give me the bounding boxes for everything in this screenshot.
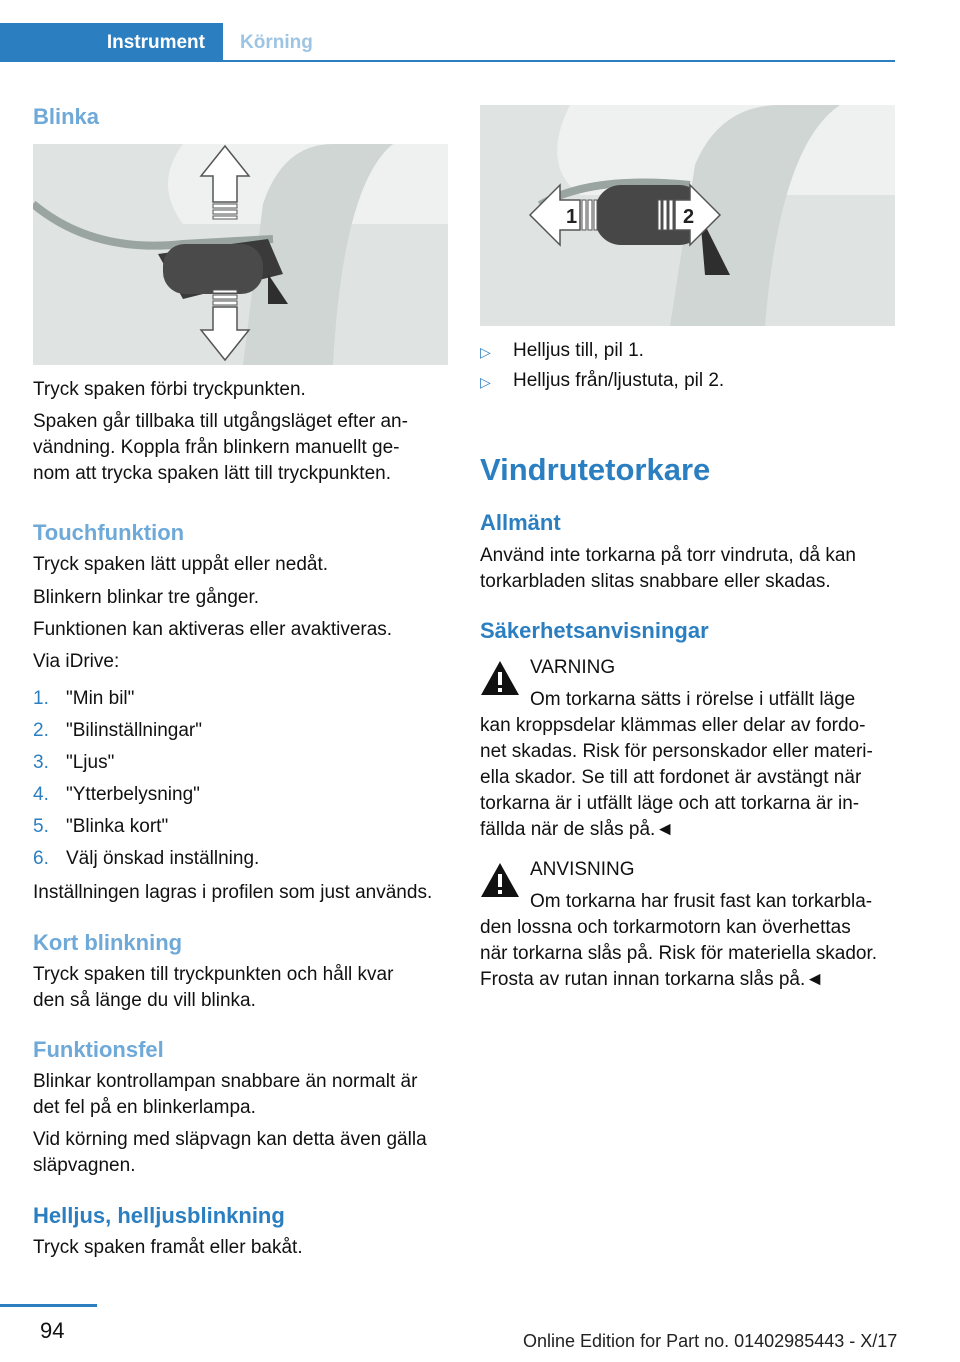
list-item-number: 5. <box>33 816 49 837</box>
fel-text-line-3: Vid körning med släpvagn kan detta även gälla <box>33 1129 427 1150</box>
figure-turn-signal-lever <box>33 144 448 365</box>
list-item-number: 4. <box>33 784 49 805</box>
kort-text-line-2: den så länge du vill blinka. <box>33 990 256 1011</box>
blinka-text-2-line-2: vändning. Koppla från blinkern manuellt ge- <box>33 437 400 458</box>
warning-text-line-4: ella skador. Se till att fordonet är avstängt när <box>480 767 862 788</box>
warning-text-line-2: kan kroppsdelar klämmas eller delar av fordo- <box>480 715 866 736</box>
allmant-text-line-2: torkarbladen slitas snabbare eller skadas. <box>480 571 831 592</box>
warning-triangle-icon <box>480 660 520 696</box>
touch-text-4: Via iDrive: <box>33 651 120 672</box>
warning-text-line-1: Om torkarna sätts i rörelse i utfällt läge <box>530 689 856 710</box>
notice-text-line-2: den lossna och torkarmotorn kan överhettas <box>480 917 851 938</box>
list-item-text: "Blinka kort" <box>66 816 169 837</box>
high-beam-illustration <box>480 105 895 326</box>
edition-note: Online Edition for Part no. 01402985443 - X/17 <box>523 1331 898 1351</box>
footer-rule <box>0 1304 97 1307</box>
tab-instrument[interactable]: Instrument <box>0 23 223 62</box>
header-rule <box>0 60 895 62</box>
arrow-2-label: 2 <box>683 206 695 228</box>
list-item-text: Välj önskad inställning. <box>66 848 260 869</box>
heading-blinka: Blinka <box>33 104 100 129</box>
list-item-text: "Ljus" <box>66 752 115 773</box>
list-item-number: 1. <box>33 688 49 709</box>
triangle-bullet-icon: ▷ <box>480 374 491 390</box>
list-item-text: "Min bil" <box>66 688 135 709</box>
chapter-tabs <box>0 23 895 62</box>
list-item-number: 3. <box>33 752 49 773</box>
notice-title: ANVISNING <box>530 859 635 880</box>
kort-text-line-1: Tryck spaken till tryckpunkten och håll kvar <box>33 964 394 985</box>
touch-text-3: Funktionen kan aktiveras eller avaktiveras. <box>33 619 393 640</box>
heading-helljus: Helljus, helljusblinkning <box>33 1203 285 1228</box>
figure-high-beam-lever <box>480 105 895 326</box>
list-item-number: 6. <box>33 848 49 869</box>
notice-text-line-3: när torkarna slås på. Risk för materiella skador. <box>480 943 878 964</box>
notice-text-line-4: Frosta av rutan innan torkarna slås på.◄ <box>480 969 825 990</box>
heading-sakerhetsanvisningar: Säkerhetsanvisningar <box>480 618 709 643</box>
list-item-text: Helljus till, pil 1. <box>513 340 644 361</box>
tab-korning[interactable]: Körning <box>240 31 313 53</box>
notice-triangle-icon <box>480 862 520 898</box>
touch-text-1: Tryck spaken lätt uppåt eller nedåt. <box>33 554 329 575</box>
warning-text-line-3: net skadas. Risk för personskador eller materi- <box>480 741 873 762</box>
warning-title: VARNING <box>530 657 616 678</box>
blinka-text-2-line-3: nom att trycka spaken lätt till tryckpunkten. <box>33 463 391 484</box>
list-item-number: 2. <box>33 720 49 741</box>
warning-text-line-6: fällda när de slås på.◄ <box>480 819 675 840</box>
steps-after-text: Inställningen lagras i profilen som just används. <box>33 882 433 903</box>
page-number: 94 <box>40 1318 65 1343</box>
fel-text-line-2: det fel på en blinkerlampa. <box>33 1097 256 1118</box>
list-item-text: "Ytterbelysning" <box>66 784 200 805</box>
blinka-text-1: Tryck spaken förbi tryckpunkten. <box>33 379 306 400</box>
fel-text-line-4: släpvagnen. <box>33 1155 136 1176</box>
list-item-text: "Bilinställningar" <box>66 720 202 741</box>
heading-kort-blinkning: Kort blinkning <box>33 930 183 955</box>
heading-vindrutetorkare: Vindrutetorkare <box>480 452 711 487</box>
turn-signal-illustration <box>33 144 448 365</box>
warning-text-line-5: torkarna är i utfällt läge och att torkarna är in- <box>480 793 860 814</box>
list-item-text: Helljus från/ljustuta, pil 2. <box>513 370 725 391</box>
helljus-text: Tryck spaken framåt eller bakåt. <box>33 1237 303 1258</box>
heading-allmant: Allmänt <box>480 510 561 535</box>
arrow-1-label: 1 <box>566 206 578 228</box>
fel-text-line-1: Blinkar kontrollampan snabbare än normalt är <box>33 1071 418 1092</box>
touch-text-2: Blinkern blinkar tre gånger. <box>33 587 260 608</box>
allmant-text-line-1: Använd inte torkarna på torr vindruta, då kan <box>480 545 857 566</box>
triangle-bullet-icon: ▷ <box>480 344 491 360</box>
heading-touchfunktion: Touchfunktion <box>33 520 185 545</box>
notice-text-line-1: Om torkarna har frusit fast kan torkarbla- <box>530 891 873 912</box>
heading-funktionsfel: Funktionsfel <box>33 1037 164 1062</box>
blinka-text-2-line-1: Spaken går tillbaka till utgångsläget efter an- <box>33 411 408 432</box>
